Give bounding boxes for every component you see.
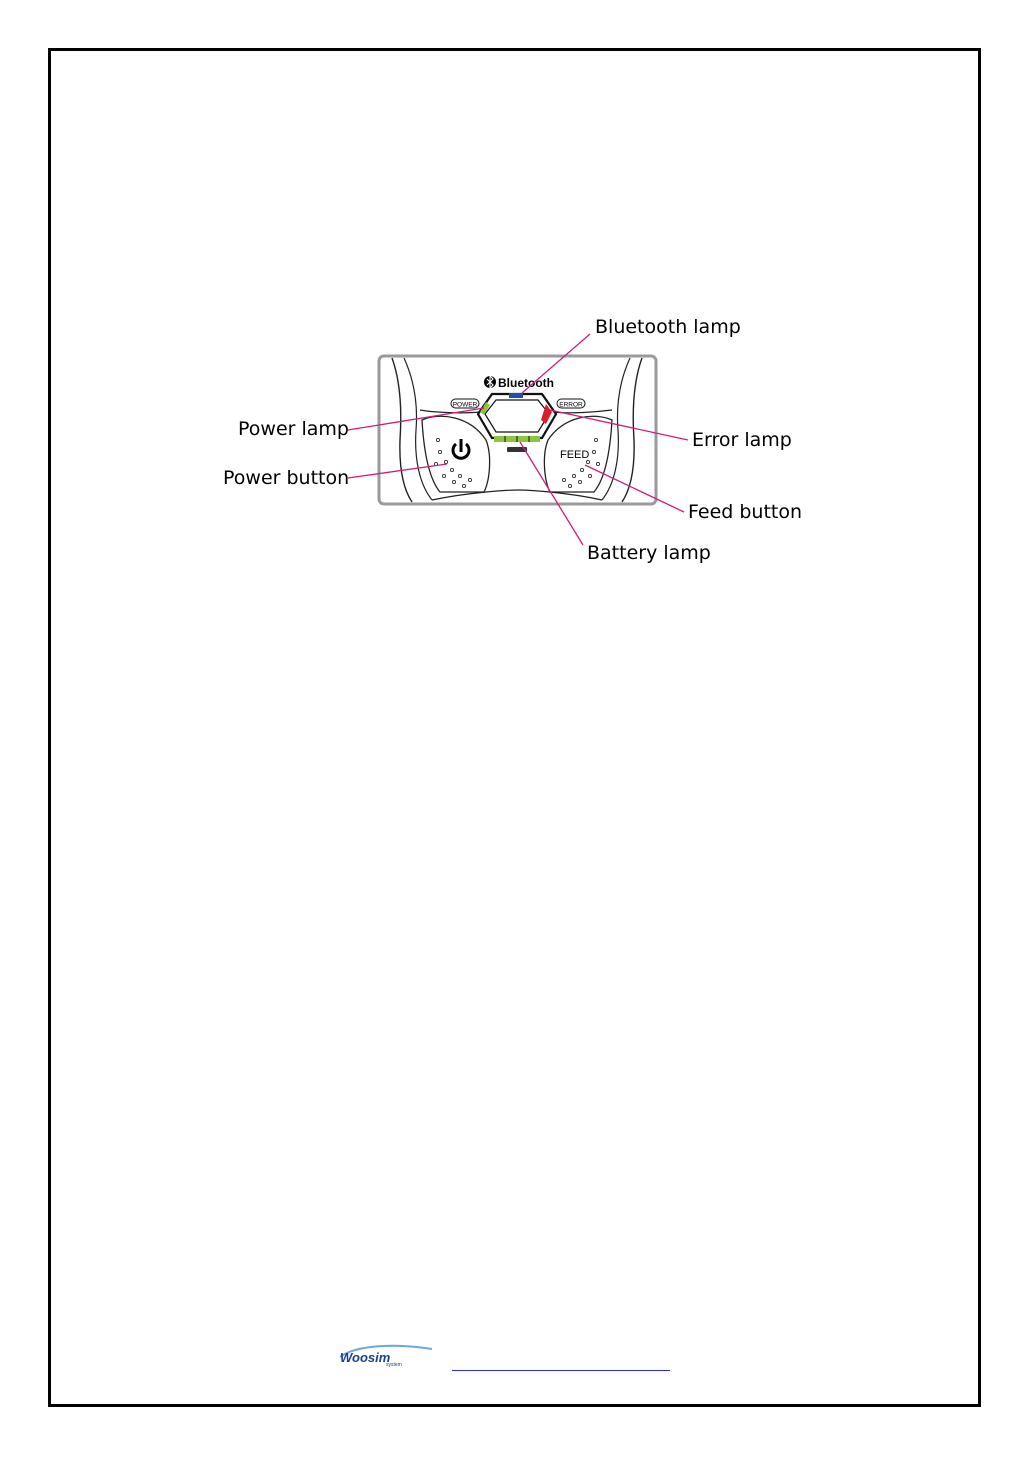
footer-website-link[interactable]: [452, 1352, 670, 1371]
feed-button-callout: Feed button: [688, 501, 803, 523]
error-panel-label: ERROR: [559, 401, 583, 409]
bluetooth-brand-text: Bluetooth: [498, 376, 554, 390]
bluetooth-lamp: [509, 393, 523, 398]
error-lamp-callout: Error lamp: [692, 429, 792, 451]
power-lamp-callout: Power lamp: [238, 418, 349, 440]
woosim-logo: [336, 1343, 436, 1367]
logo-subtext: system: [386, 1362, 402, 1367]
feed-panel-label: FEED: [560, 449, 590, 461]
bluetooth-lamp-callout: Bluetooth lamp: [595, 316, 741, 338]
logo-text: Woosim: [340, 1350, 391, 1365]
battery-lamp-callout: Battery lamp: [587, 542, 711, 564]
power-button-callout: Power button: [223, 467, 350, 489]
power-panel-label: POWER: [452, 401, 478, 409]
